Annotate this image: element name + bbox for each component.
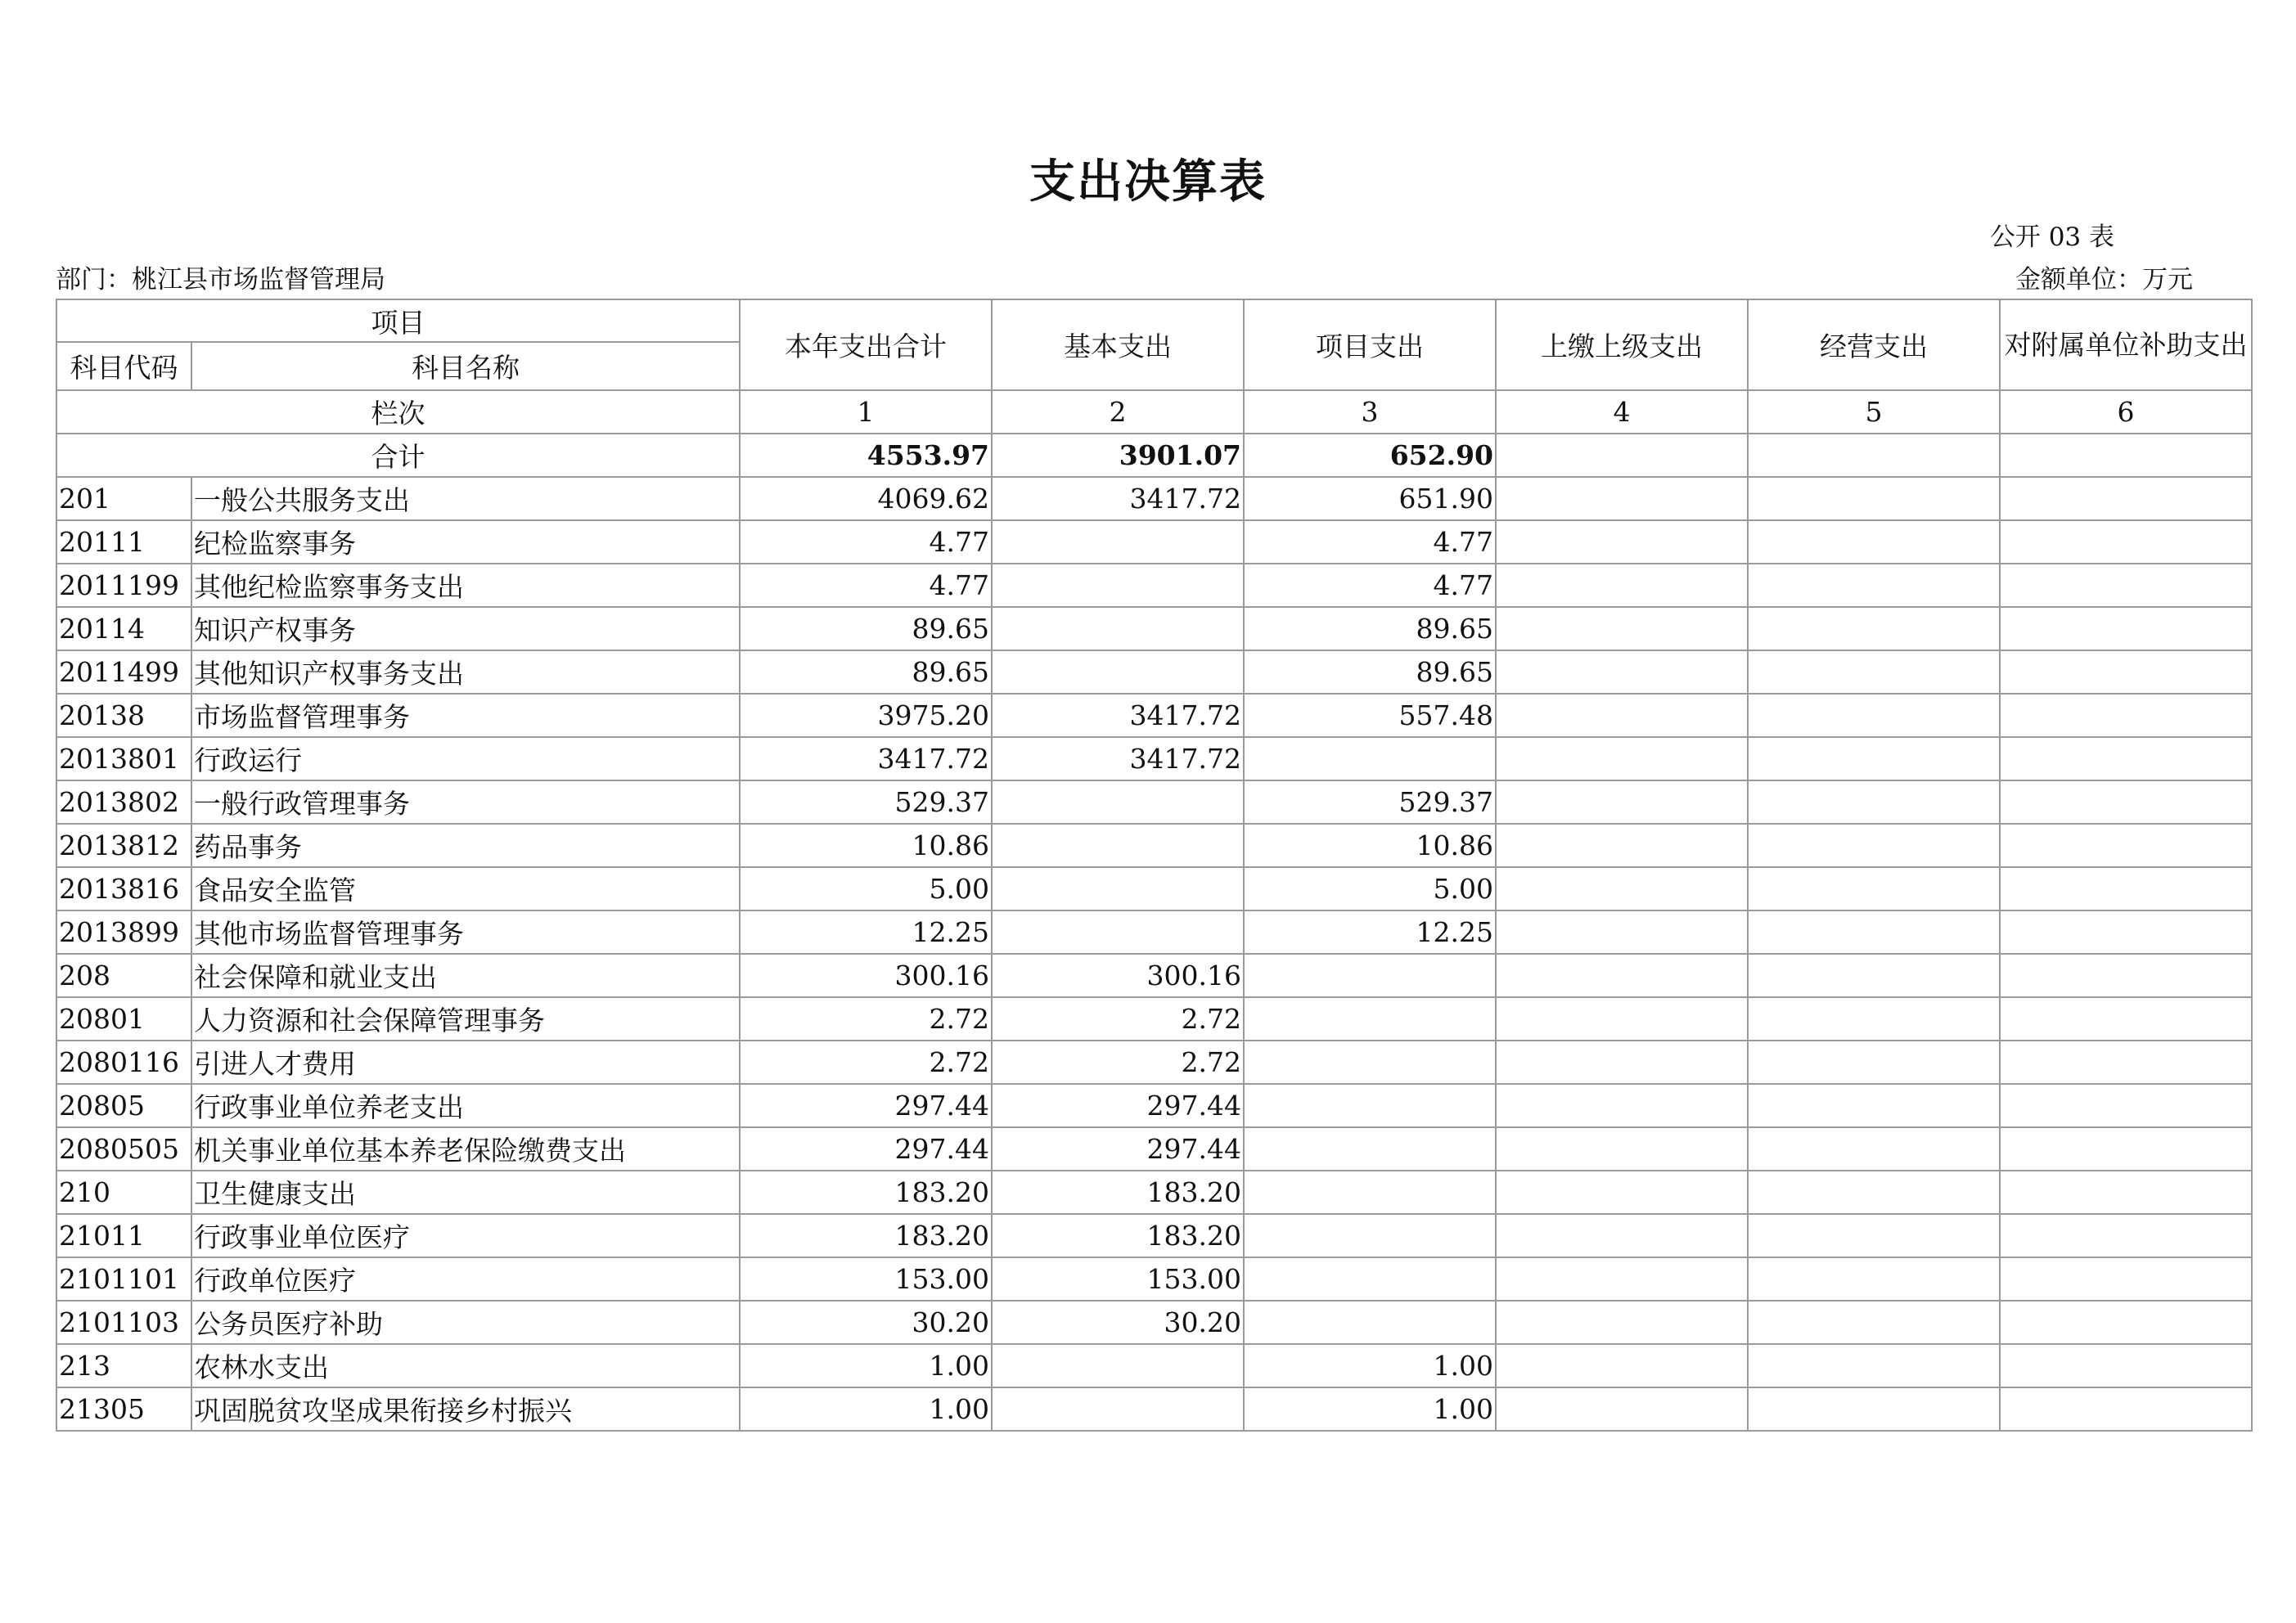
- header-subsidy: 对附属单位补助支出: [2000, 299, 2252, 390]
- subject-name-cell: 其他市场监督管理事务: [191, 910, 740, 954]
- amount-cell: 651.90: [1244, 477, 1496, 520]
- amount-cell: [1748, 520, 2000, 564]
- amount-cell: [1748, 477, 2000, 520]
- subject-name-cell: 行政单位医疗: [191, 1257, 740, 1301]
- table-row: [56, 607, 2252, 650]
- amount-cell: [1748, 1214, 2000, 1257]
- amount-cell: [1748, 694, 2000, 737]
- amount-cell: [992, 607, 1244, 650]
- table-row: [56, 1301, 2252, 1344]
- header-index: 1: [740, 390, 992, 434]
- amount-cell: 4.77: [740, 520, 992, 564]
- amount-cell: [1496, 1257, 1748, 1301]
- table-row: [56, 520, 2252, 564]
- amount-cell: [2000, 1387, 2252, 1431]
- amount-cell: [1244, 997, 1496, 1041]
- subject-name-cell: 纪检监察事务: [191, 520, 740, 564]
- amount-cell: 3417.72: [992, 694, 1244, 737]
- amount-cell: [1244, 1214, 1496, 1257]
- amount-cell: 12.25: [740, 910, 992, 954]
- amount-cell: [1244, 1127, 1496, 1171]
- table-row: [56, 910, 2252, 954]
- amount-cell: 10.86: [740, 824, 992, 867]
- amount-cell: [1244, 1171, 1496, 1214]
- amount-cell: 5.00: [740, 867, 992, 910]
- amount-cell: [2000, 1127, 2252, 1171]
- header-index: 5: [1748, 390, 2000, 434]
- table-row: [56, 997, 2252, 1041]
- amount-cell: 1.00: [740, 1387, 992, 1431]
- subject-code-cell: 2013899: [56, 910, 191, 954]
- amount-cell: [1748, 1301, 2000, 1344]
- amount-cell: [2000, 564, 2252, 607]
- amount-cell: [1244, 954, 1496, 997]
- amount-cell: [1748, 1344, 2000, 1387]
- department-label: 部门：桃江县市场监督管理局: [56, 265, 385, 294]
- amount-cell: [1496, 694, 1748, 737]
- amount-cell: [1748, 650, 2000, 694]
- amount-cell: [1496, 520, 1748, 564]
- amount-cell: 12.25: [1244, 910, 1496, 954]
- amount-cell: 4.77: [740, 564, 992, 607]
- total-cell: 3901.07: [992, 434, 1244, 477]
- subject-name-cell: 行政事业单位养老支出: [191, 1084, 740, 1127]
- subject-code-cell: 2011199: [56, 564, 191, 607]
- subject-name-cell: 一般行政管理事务: [191, 780, 740, 824]
- table-row: [56, 1344, 2252, 1387]
- expenditure-table: [56, 299, 2253, 1432]
- header-total: 本年支出合计: [740, 299, 992, 390]
- amount-cell: [1496, 1214, 1748, 1257]
- table-row: [56, 780, 2252, 824]
- amount-cell: [992, 1387, 1244, 1431]
- amount-cell: [992, 1344, 1244, 1387]
- table-row: [56, 477, 2252, 520]
- form-number: 公开 03 表: [1989, 223, 2114, 252]
- header-index: 4: [1496, 390, 1748, 434]
- amount-cell: [1748, 780, 2000, 824]
- amount-cell: 183.20: [740, 1171, 992, 1214]
- amount-cell: [1748, 737, 2000, 780]
- amount-cell: [2000, 910, 2252, 954]
- subject-name-cell: 机关事业单位基本养老保险缴费支出: [191, 1127, 740, 1171]
- table-row: [56, 650, 2252, 694]
- amount-cell: 3417.72: [992, 737, 1244, 780]
- subject-code-cell: 2080116: [56, 1041, 191, 1084]
- subject-name-cell: 行政运行: [191, 737, 740, 780]
- amount-cell: [2000, 1041, 2252, 1084]
- amount-cell: [2000, 1344, 2252, 1387]
- subject-name-cell: 公务员医疗补助: [191, 1301, 740, 1344]
- amount-cell: [2000, 954, 2252, 997]
- subject-name-cell: 巩固脱贫攻坚成果衔接乡村振兴: [191, 1387, 740, 1431]
- amount-cell: 297.44: [740, 1084, 992, 1127]
- amount-cell: [1748, 1171, 2000, 1214]
- amount-cell: [1748, 1127, 2000, 1171]
- subject-name-cell: 知识产权事务: [191, 607, 740, 650]
- table-row: [56, 1084, 2252, 1127]
- amount-cell: 30.20: [992, 1301, 1244, 1344]
- amount-cell: 183.20: [992, 1214, 1244, 1257]
- amount-cell: 4069.62: [740, 477, 992, 520]
- total-cell: 4553.97: [740, 434, 992, 477]
- amount-cell: [1748, 867, 2000, 910]
- amount-cell: 4.77: [1244, 520, 1496, 564]
- table-row: [56, 954, 2252, 997]
- table-row: [56, 694, 2252, 737]
- amount-cell: [2000, 780, 2252, 824]
- amount-cell: 153.00: [992, 1257, 1244, 1301]
- amount-cell: [1496, 1171, 1748, 1214]
- amount-cell: 183.20: [740, 1214, 992, 1257]
- header-name: 科目名称: [191, 342, 740, 390]
- header-index: 6: [2000, 390, 2252, 434]
- amount-cell: [2000, 737, 2252, 780]
- amount-cell: 10.86: [1244, 824, 1496, 867]
- subject-code-cell: 20138: [56, 694, 191, 737]
- amount-cell: [1496, 1301, 1748, 1344]
- amount-cell: 2.72: [992, 1041, 1244, 1084]
- amount-cell: [992, 520, 1244, 564]
- amount-cell: [1496, 1041, 1748, 1084]
- total-cell: [1748, 434, 2000, 477]
- table-row: [56, 1387, 2252, 1431]
- amount-cell: 153.00: [740, 1257, 992, 1301]
- table-row: [56, 564, 2252, 607]
- amount-cell: 297.44: [740, 1127, 992, 1171]
- subject-name-cell: 卫生健康支出: [191, 1171, 740, 1214]
- amount-cell: [1748, 997, 2000, 1041]
- amount-cell: [1748, 607, 2000, 650]
- amount-cell: 4.77: [1244, 564, 1496, 607]
- amount-cell: 1.00: [1244, 1387, 1496, 1431]
- subject-name-cell: 人力资源和社会保障管理事务: [191, 997, 740, 1041]
- amount-cell: [1496, 607, 1748, 650]
- amount-cell: [2000, 1301, 2252, 1344]
- amount-cell: [2000, 520, 2252, 564]
- header-business: 经营支出: [1748, 299, 2000, 390]
- subject-code-cell: 2101101: [56, 1257, 191, 1301]
- amount-cell: [992, 910, 1244, 954]
- amount-cell: [992, 650, 1244, 694]
- subject-name-cell: 其他知识产权事务支出: [191, 650, 740, 694]
- header-basic: 基本支出: [992, 299, 1244, 390]
- header-code: 科目代码: [56, 342, 191, 390]
- subject-code-cell: 21305: [56, 1387, 191, 1431]
- amount-cell: [1244, 1301, 1496, 1344]
- amount-cell: 5.00: [1244, 867, 1496, 910]
- subject-code-cell: 20801: [56, 997, 191, 1041]
- amount-cell: [2000, 477, 2252, 520]
- amount-cell: [1496, 564, 1748, 607]
- amount-cell: [1496, 1127, 1748, 1171]
- amount-cell: [1244, 737, 1496, 780]
- header-upper: 上缴上级支出: [1496, 299, 1748, 390]
- subject-name-cell: 一般公共服务支出: [191, 477, 740, 520]
- subject-name-cell: 其他纪检监察事务支出: [191, 564, 740, 607]
- amount-cell: 297.44: [992, 1084, 1244, 1127]
- table-row: [56, 824, 2252, 867]
- amount-cell: [2000, 650, 2252, 694]
- amount-cell: 30.20: [740, 1301, 992, 1344]
- amount-cell: 2.72: [740, 997, 992, 1041]
- subject-code-cell: 208: [56, 954, 191, 997]
- amount-cell: [1496, 737, 1748, 780]
- amount-cell: 89.65: [740, 607, 992, 650]
- amount-cell: [992, 780, 1244, 824]
- header-index: 3: [1244, 390, 1496, 434]
- amount-cell: [1748, 564, 2000, 607]
- subject-name-cell: 社会保障和就业支出: [191, 954, 740, 997]
- table-row: [56, 1214, 2252, 1257]
- amount-cell: [2000, 997, 2252, 1041]
- table-row: [56, 1257, 2252, 1301]
- subject-code-cell: 2080505: [56, 1127, 191, 1171]
- amount-cell: 300.16: [740, 954, 992, 997]
- amount-cell: [992, 867, 1244, 910]
- amount-cell: 2.72: [740, 1041, 992, 1084]
- amount-cell: 529.37: [740, 780, 992, 824]
- amount-cell: 300.16: [992, 954, 1244, 997]
- amount-cell: [1496, 1084, 1748, 1127]
- table-row: [56, 1041, 2252, 1084]
- amount-cell: [1496, 824, 1748, 867]
- amount-cell: 1.00: [1244, 1344, 1496, 1387]
- header-index: 2: [992, 390, 1244, 434]
- amount-cell: [1748, 1084, 2000, 1127]
- total-row: [56, 434, 2252, 477]
- amount-cell: 3417.72: [992, 477, 1244, 520]
- amount-cell: [2000, 1171, 2252, 1214]
- amount-cell: [1496, 997, 1748, 1041]
- amount-cell: 3417.72: [740, 737, 992, 780]
- amount-cell: [2000, 1214, 2252, 1257]
- amount-cell: [1496, 867, 1748, 910]
- table-row: [56, 867, 2252, 910]
- amount-unit-label: 金额单位：万元: [2015, 265, 2193, 294]
- amount-cell: 2.72: [992, 997, 1244, 1041]
- subject-code-cell: 21011: [56, 1214, 191, 1257]
- subject-code-cell: 213: [56, 1344, 191, 1387]
- subject-code-cell: 2101103: [56, 1301, 191, 1344]
- amount-cell: [1496, 477, 1748, 520]
- total-cell: [2000, 434, 2252, 477]
- amount-cell: [1244, 1041, 1496, 1084]
- amount-cell: 89.65: [1244, 650, 1496, 694]
- amount-cell: [2000, 607, 2252, 650]
- amount-cell: [1244, 1257, 1496, 1301]
- amount-cell: [2000, 694, 2252, 737]
- amount-cell: 89.65: [740, 650, 992, 694]
- amount-cell: [1496, 780, 1748, 824]
- amount-cell: 3975.20: [740, 694, 992, 737]
- amount-cell: [992, 824, 1244, 867]
- subject-code-cell: 20111: [56, 520, 191, 564]
- table-row: [56, 1127, 2252, 1171]
- amount-cell: [1748, 1387, 2000, 1431]
- subject-code-cell: 210: [56, 1171, 191, 1214]
- subject-code-cell: 2013816: [56, 867, 191, 910]
- amount-cell: [1244, 1084, 1496, 1127]
- report-title: 支出决算表: [1029, 155, 1267, 209]
- subject-name-cell: 农林水支出: [191, 1344, 740, 1387]
- amount-cell: [1748, 1041, 2000, 1084]
- amount-cell: 1.00: [740, 1344, 992, 1387]
- subject-name-cell: 引进人才费用: [191, 1041, 740, 1084]
- subject-code-cell: 2013801: [56, 737, 191, 780]
- subject-code-cell: 20805: [56, 1084, 191, 1127]
- subject-code-cell: 2011499: [56, 650, 191, 694]
- subject-name-cell: 行政事业单位医疗: [191, 1214, 740, 1257]
- amount-cell: [2000, 1257, 2252, 1301]
- subject-code-cell: 201: [56, 477, 191, 520]
- header-index-label: 栏次: [56, 390, 740, 434]
- amount-cell: [1748, 824, 2000, 867]
- amount-cell: [992, 564, 1244, 607]
- subject-code-cell: 20114: [56, 607, 191, 650]
- amount-cell: [1496, 1387, 1748, 1431]
- header-project: 项目: [56, 299, 740, 342]
- total-label: 合计: [56, 434, 740, 477]
- amount-cell: 557.48: [1244, 694, 1496, 737]
- table-row: [56, 737, 2252, 780]
- amount-cell: [1496, 954, 1748, 997]
- amount-cell: [1496, 650, 1748, 694]
- total-cell: 652.90: [1244, 434, 1496, 477]
- amount-cell: 89.65: [1244, 607, 1496, 650]
- table-row: [56, 1171, 2252, 1214]
- amount-cell: 529.37: [1244, 780, 1496, 824]
- subject-code-cell: 2013802: [56, 780, 191, 824]
- header-project-exp: 项目支出: [1244, 299, 1496, 390]
- amount-cell: [2000, 824, 2252, 867]
- amount-cell: 297.44: [992, 1127, 1244, 1171]
- amount-cell: 183.20: [992, 1171, 1244, 1214]
- subject-code-cell: 2013812: [56, 824, 191, 867]
- amount-cell: [2000, 1084, 2252, 1127]
- total-cell: [1496, 434, 1748, 477]
- subject-name-cell: 食品安全监管: [191, 867, 740, 910]
- amount-cell: [1748, 910, 2000, 954]
- subject-name-cell: 市场监督管理事务: [191, 694, 740, 737]
- amount-cell: [1748, 954, 2000, 997]
- amount-cell: [1496, 910, 1748, 954]
- amount-cell: [1748, 1257, 2000, 1301]
- amount-cell: [1496, 1344, 1748, 1387]
- subject-name-cell: 药品事务: [191, 824, 740, 867]
- amount-cell: [2000, 867, 2252, 910]
